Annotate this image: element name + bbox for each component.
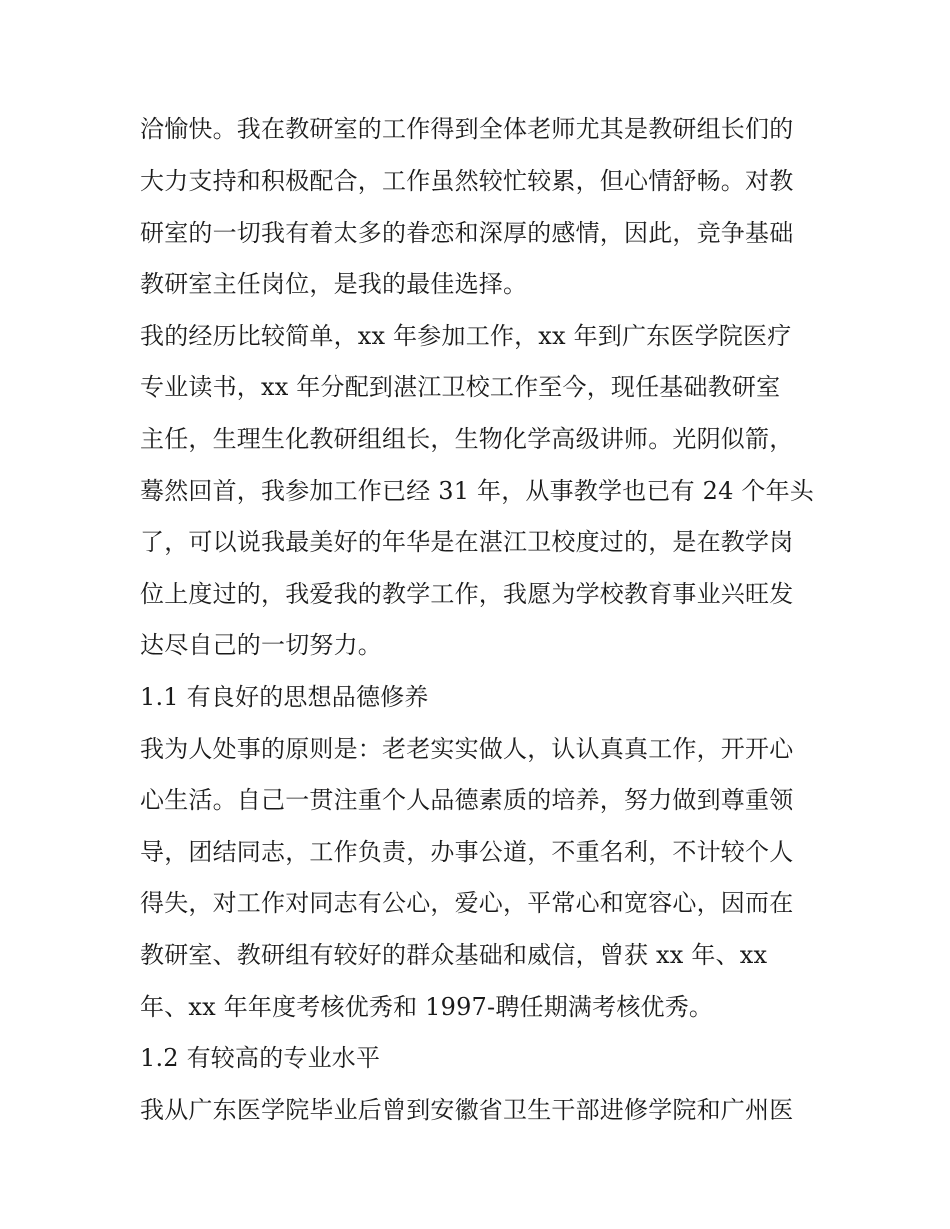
text-line: 我的经历比较简单，xx 年参加工作，xx 年到广东医学院医疗 [140, 322, 792, 350]
text-line: 心生活。自己一贯注重个人品德素质的培养，努力做到尊重领 [140, 786, 794, 814]
text-line: 导，团结同志，工作负责，办事公道，不重名利，不计较个人 [140, 838, 794, 866]
text-line: 达尽自己的一切努力。 [140, 631, 382, 659]
text-line: 年、xx 年年度考核优秀和 1997-聘任期满考核优秀。 [140, 993, 714, 1021]
text-line: 教研室主任岗位，是我的最佳选择。 [140, 270, 528, 298]
text-line: 了，可以说我最美好的年华是在湛江卫校度过的，是在教学岗 [140, 528, 794, 556]
text-line: 大力支持和积极配合，工作虽然较忙较累，但心情舒畅。对教 [140, 167, 794, 195]
section-heading: 1.1 有良好的思想品德修养 [140, 683, 429, 711]
section-heading: 1.2 有较高的专业水平 [140, 1044, 381, 1072]
text-line: 洽愉快。我在教研室的工作得到全体老师尤其是教研组长们的 [140, 115, 794, 143]
text-line: 蓦然回首，我参加工作已经 31 年，从事教学也已有 24 个年头 [140, 477, 814, 505]
text-line: 我从广东医学院毕业后曾到安徽省卫生干部进修学院和广州医 [140, 1096, 794, 1124]
text-line: 专业读书，xx 年分配到湛江卫校工作至今，现任基础教研室 [140, 373, 781, 401]
text-line: 教研室、教研组有较好的群众基础和威信，曾获 xx 年、xx [140, 941, 768, 969]
text-line: 得失，对工作对同志有公心，爱心，平常心和宽容心，因而在 [140, 889, 794, 917]
text-line: 研室的一切我有着太多的眷恋和深厚的感情，因此，竞争基础 [140, 219, 794, 247]
text-line: 主任，生理生化教研组组长，生物化学高级讲师。光阴似箭， [140, 425, 794, 453]
text-line: 位上度过的，我爱我的教学工作，我愿为学校教育事业兴旺发 [140, 580, 794, 608]
text-line: 我为人处事的原则是：老老实实做人，认认真真工作，开开心 [140, 735, 794, 763]
